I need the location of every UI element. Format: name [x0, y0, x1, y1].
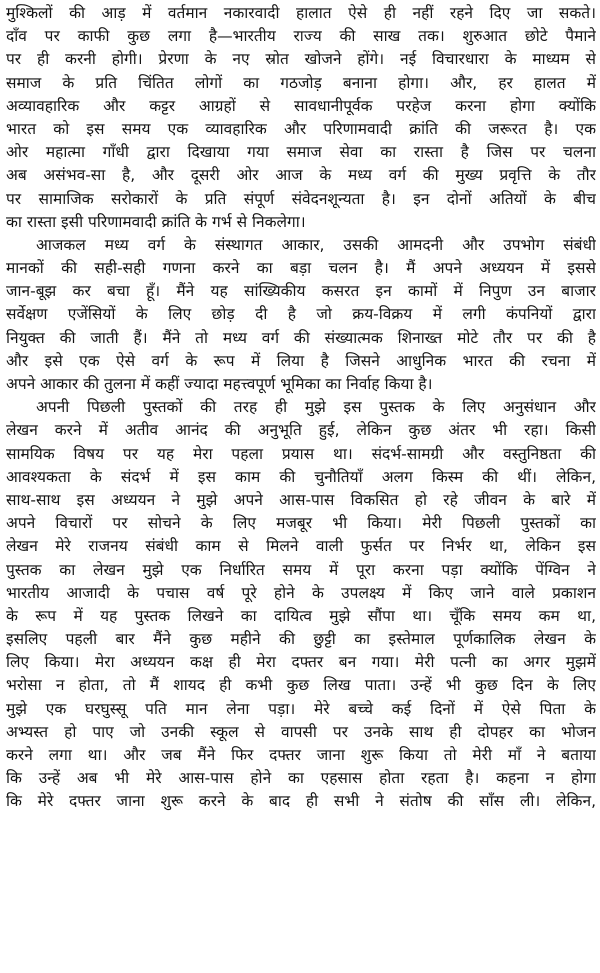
text-line: सामयिक विषय पर यह मेरा पहला प्रयास था। संदर्भ-सामग्री और वस्तुनिष्ठता की [6, 444, 596, 463]
text-line: का रास्ता इसी परिणामवादी क्रांति के गर्भ से निकलेगा। [6, 212, 306, 231]
text-line: के रूप में यह पुस्तक लिखने का दायित्व मुझे सौंपा था। चूँकि समय कम था, [6, 606, 596, 625]
text-line: लेखन करने में अतीव आनंद की अनुभूति हुई, लेकिन कुछ अंतर भी रहा। किसी [6, 421, 596, 440]
text-line: लेखन मेरे राजनय संबंधी काम से मिलने वाली फुर्सत पर निर्भर था, लेकिन इस [6, 537, 596, 556]
text-line: मुश्किलों की आड़ में वर्तमान नकारवादी हालात ऐसे ही नहीं रहने दिए जा सकते। [6, 4, 596, 22]
text-line: भारतीय आजादी के पचास वर्ष पूरे होने के उपलक्ष्य में किए जाने वाले प्रकाशन [6, 583, 596, 602]
text-line: भरोसा न होता, तो मैं शायद ही कभी कुछ लिख पाता। उन्हें भी कुछ दिन के लिए [6, 676, 596, 695]
text-line: ओर महात्मा गाँधी द्वारा दिखाया गया समाज सेवा का रास्ता है जिस पर चलना [6, 143, 596, 162]
text-line: दाँव पर काफी कुछ लगा है—भारतीय राज्य की साख तक। शुरुआत छोटे पैमाने [6, 27, 596, 46]
paragraph-1 [6, 2, 596, 234]
text-line: कि उन्हें अब भी मेरे आस-पास होने का एहसास होता रहता है। कहना न होगा [6, 769, 596, 788]
text-line: आजकल मध्य वर्ग के संस्थागत आकार, उसकी आमदनी और उपभोग संबंधी [36, 235, 596, 254]
paragraph-2 [6, 234, 596, 396]
text-line: पर ही करनी होगी। प्रेरणा के नए स्रोत खोजने होंगे। नई विचारधारा के माध्यम से [6, 50, 596, 69]
text-line: लिए किया। मेरा अध्ययन कक्ष ही मेरा दफ्तर बन गया। मेरी पत्नी का अगर मुझमें [6, 653, 596, 672]
text-line: अपनी पिछली पुस्तकों की तरह ही मुझे इस पुस्तक के लिए अनुसंधान और [36, 398, 596, 417]
text-line: भारत को इस समय एक व्यावहारिक और परिणामवादी क्रांति की जरूरत है। एक [6, 119, 596, 138]
text-line: मानकों की सही-सही गणना करने का बड़ा चलन है। मैं अपने अध्ययन में इससे [6, 259, 596, 278]
text-line: और इसे एक ऐसे वर्ग के रूप में लिया है जिसने आधुनिक भारत की रचना में [6, 351, 596, 370]
text-line: इसलिए पहली बार मैंने कुछ महीने की छुट्टी का इस्तेमाल पूर्णकालिक लेखन के [6, 630, 596, 649]
text-line: समाज के प्रति चिंतित लोगों का गठजोड़ बनाना होगा। और, हर हालत में [6, 73, 596, 92]
text-line: मुझे एक घरघुस्सू पति मान लेना पड़ा। मेरे बच्चे कई दिनों में ऐसे पिता के [6, 699, 596, 718]
text-line: पुस्तक का लेखन मुझे एक निर्धारित समय में पूरा करना पड़ा क्योंकि पेंग्विन ने [6, 560, 596, 579]
text-line: सर्वेक्षण एजेंसियों के लिए छोड़ दी है जो क्रय-विक्रय में लगी कंपनियों द्वारा [6, 305, 596, 324]
paragraph-3 [6, 396, 596, 813]
text-line: कि मेरे दफ्तर जाना शुरू करने के बाद ही सभी ने संतोष की साँस ली। लेकिन, [6, 792, 596, 811]
text-line: पर सामाजिक सरोकारों के प्रति संपूर्ण संवेदनशून्यता है। इन दोनों अतियों के बीच [6, 189, 596, 208]
text-line: अपने विचारों पर सोचने के लिए मजबूर भी किया। मेरी पिछली पुस्तकों का [6, 514, 596, 533]
text-line: जान-बूझ कर बचा हूँ। मैंने यह सांख्यिकीय कसरत इन कामों में निपुण उन बाजार [6, 282, 596, 301]
text-line: अब असंभव-सा है, और दूसरी ओर आज के मध्य वर्ग की मुख्य प्रवृत्ति के तौर [6, 166, 596, 185]
text-line: आवश्यकता के संदर्भ में इस काम की चुनौतियाँ अलग किस्म की थीं। लेकिन, [6, 467, 596, 486]
text-line: अव्यावहारिक और कट्टर आग्रहों से सावधानीपूर्वक परहेज करना होगा क्योंकि [6, 96, 596, 115]
text-line: अपने आकार की तुलना में कहीं ज्यादा महत्त्वपूर्ण भूमिका का निर्वाह किया है। [6, 375, 433, 393]
text-line: नियुक्त की जाती हैं। मैंने तो मध्य वर्ग की संख्यात्मक शिनाख्त मोटे तौर पर की है [6, 328, 596, 347]
text-line: साथ-साथ इस अध्ययन ने मुझे अपने आस-पास विकसित हो रहे जीवन के बारे में [6, 490, 596, 509]
text-line: करने लगा था। और जब मैंने फिर दफ्तर जाना शुरू किया तो मेरी माँ ने बताया [6, 746, 596, 764]
text-line: अभ्यस्त हो पाए जो उनकी स्कूल से वापसी पर उनके साथ ही दोपहर का भोजन [6, 722, 596, 741]
